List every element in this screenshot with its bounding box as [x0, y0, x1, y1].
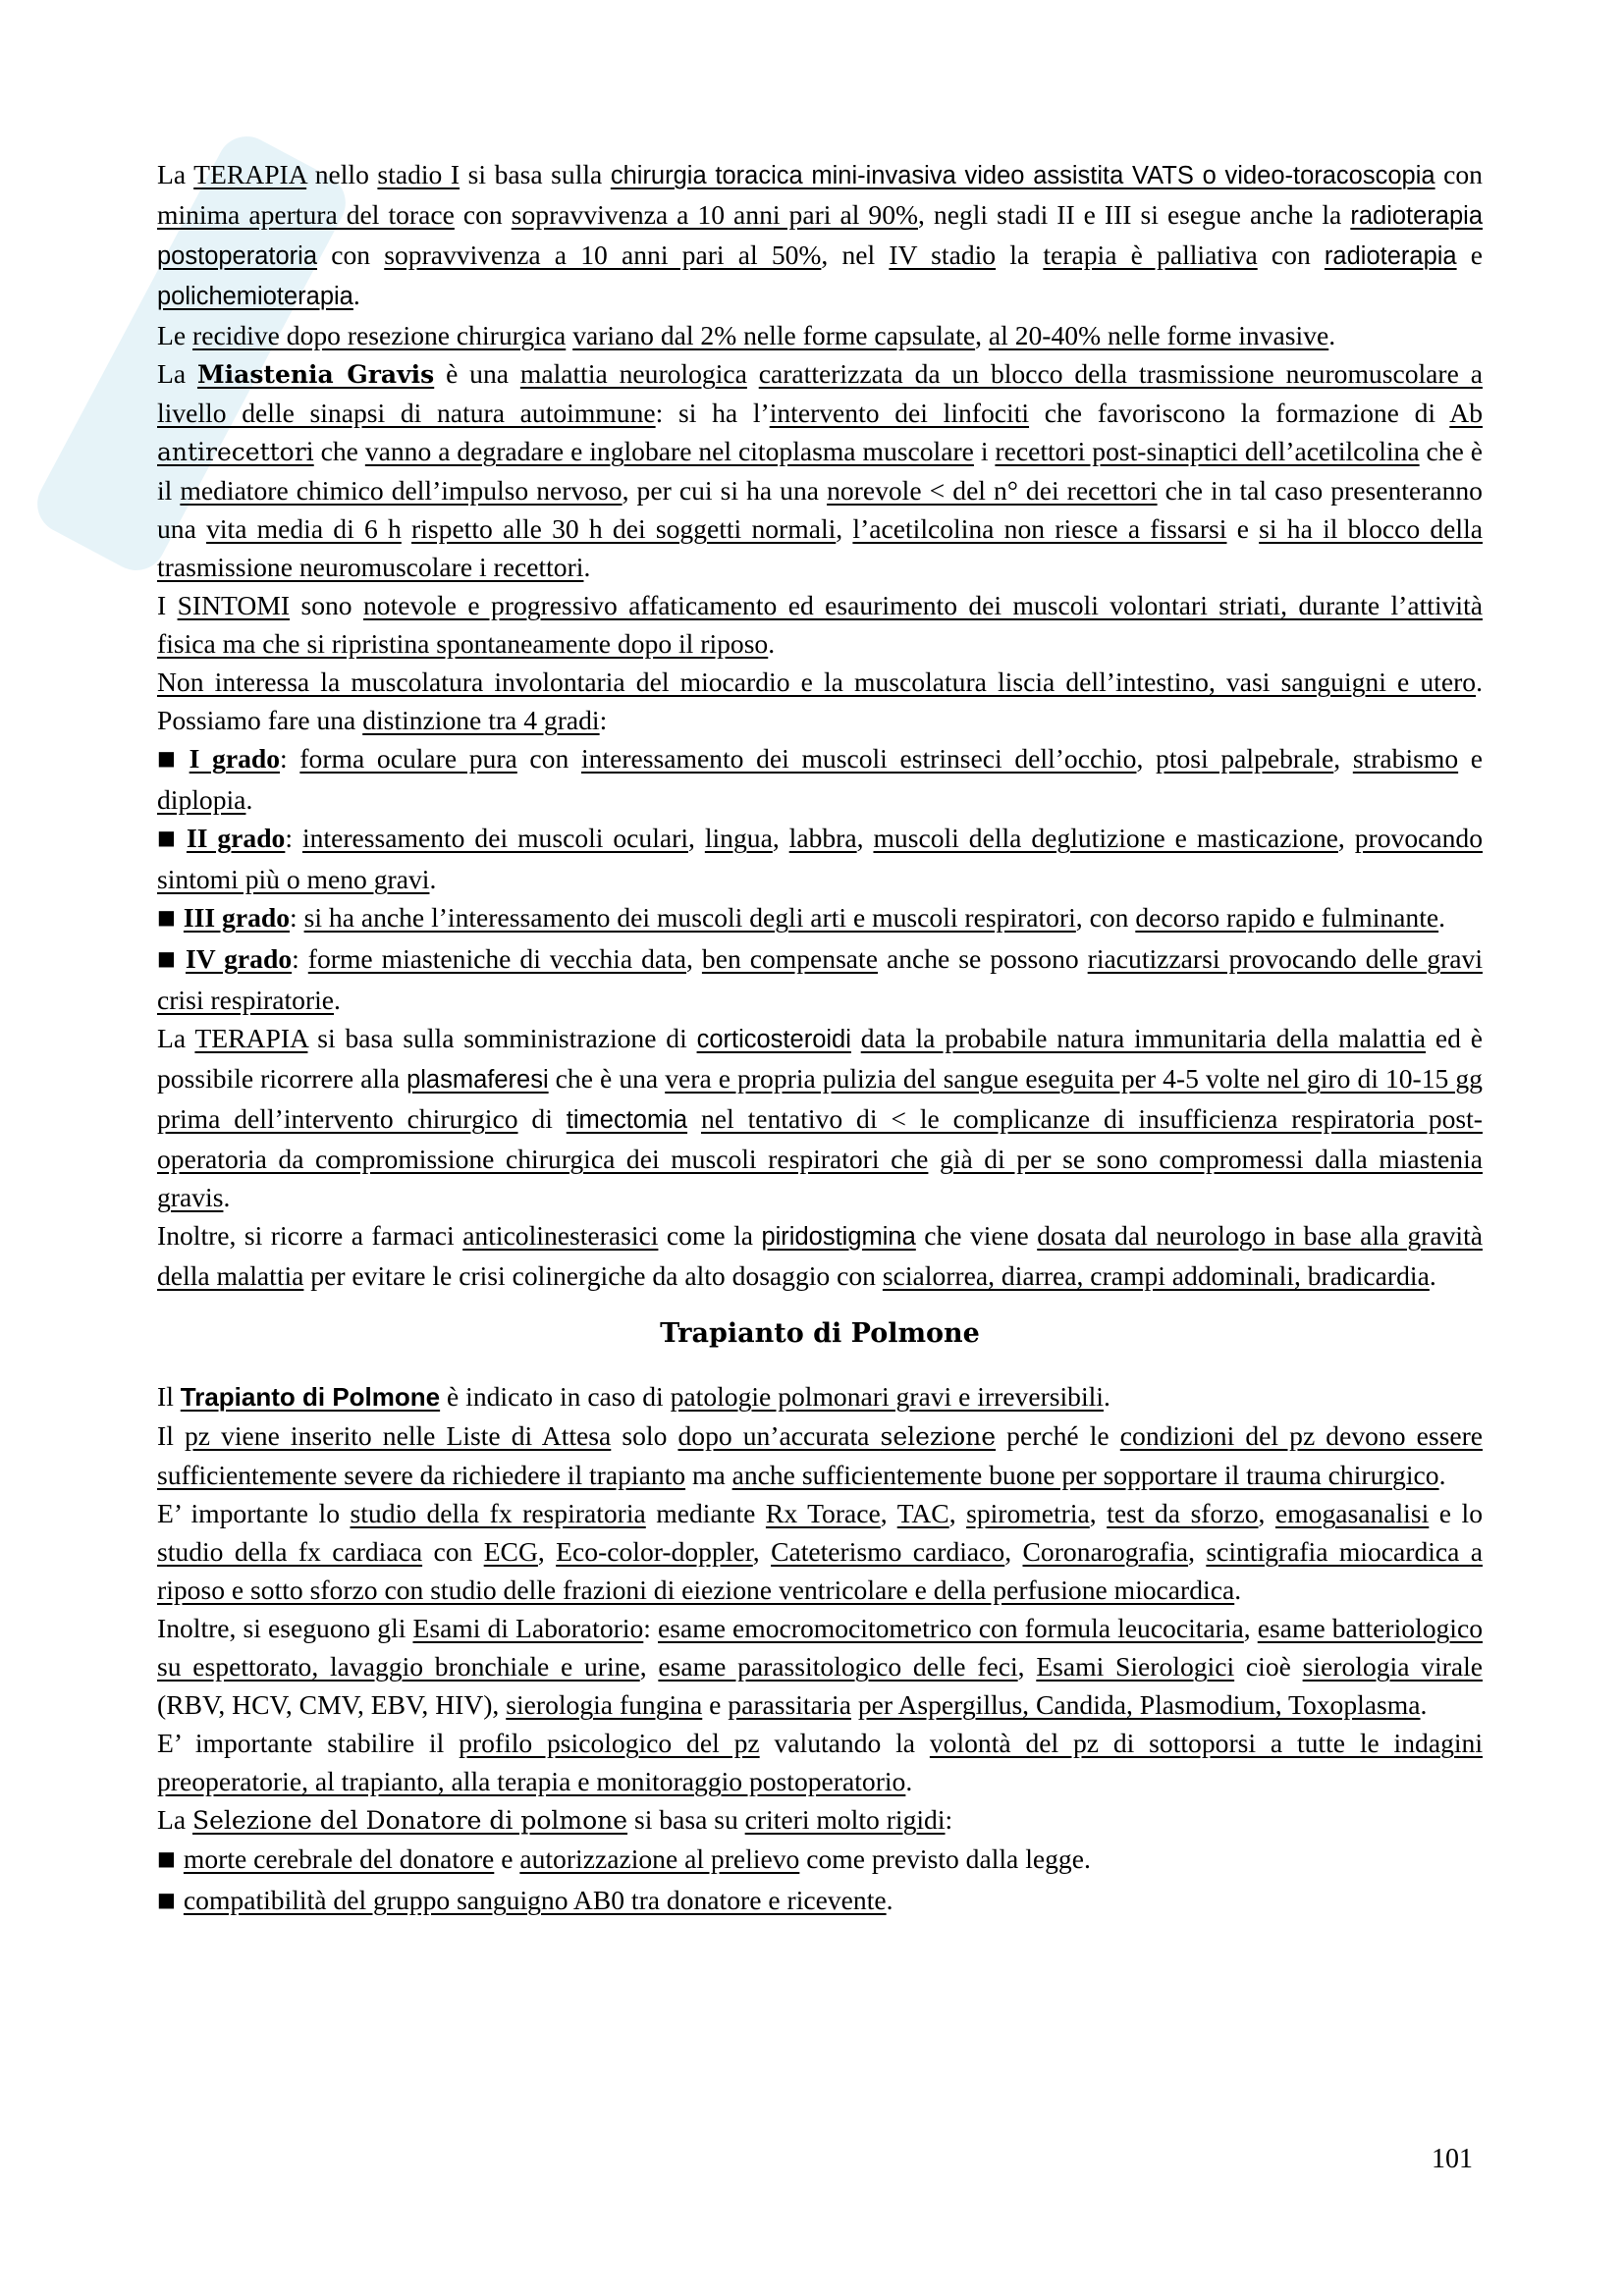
bullet-icon: ■ — [157, 746, 182, 770]
paragraph-terapia-stadi: La TERAPIA nello stadio I si basa sulla chirurgia toracica mini-invasiva video assistita VATS o video-toracoscopia con minima apertura del torace con sopravvivenza a 10 anni pari al 90%, negli stadi II e III si esegue anche la radioterapia postoperatoria con sopravvivenza a 10 anni pari al 50%, nel IV stadio la terapia è palliativa con radioterapia e polichemioterapia. — [157, 159, 1484, 310]
grade-item-3: ■ III grado: si ha anche l’interessamento dei muscoli degli arti e muscoli respiratori, con decorso rapido e fulminante. — [157, 902, 1446, 933]
paragraph-liste-attesa: Il pz viene inserito nelle Liste di Attesa solo dopo un’accurata selezione perché le condizioni del pz devono essere sufficientemente severe da richiedere il trapianto ma anche sufficientemente buone per sopportare il trauma chirurgico. — [157, 1420, 1484, 1490]
bullet-icon: ■ — [157, 905, 176, 929]
paragraph-farmaci: Inoltre, si ricorre a farmaci anticolinesterasici come la piridostigmina che viene dosata dal neurologo in base alla gravità della malattia per evitare le crisi colinergiche da alto dosaggio con scialorrea, diarrea, crampi addominali, bradicardia. — [157, 1220, 1483, 1291]
paragraph-esami-laboratorio: Inoltre, si eseguono gli Esami di Laboratorio: esame emocromocitometrico con formula leucocitaria, esame batteriologico su espettorato, lavaggio bronchiale e urine, esame parassitologico delle feci, Esami Sierologici cioè sierologia virale (RBV, HCV, CMV, EBV, HIV), sierologia fungina e parassitaria per Aspergillus, Candida, Plasmodium, Toxoplasma. — [157, 1613, 1484, 1720]
paragraph-terapia-miastenia: La TERAPIA si basa sulla somministrazione di corticosteroidi data la probabile natura immunitaria della malattia ed è possibile ricorrere alla plasmaferesi che è una vera e propria pulizia del sangue eseguita per 4-5 volte nel giro di 10-15 gg prima dell’intervento chirurgico di timectomia nel tentativo di < le complicanze di insufficienza respiratoria post-operatoria da compromissione chirurgica dei muscoli respiratori che già di per se sono compromessi dalla miastenia gravis. — [157, 1023, 1484, 1212]
grade-item-1: ■ I grado: forma oculare pura con interessamento dei muscoli estrinseci dell’occhio, ptosi palpebrale, strabismo e diplopia. — [157, 743, 1484, 815]
grade-item-2: ■ II grado: interessamento dei muscoli oculari, lingua, labbra, muscoli della deglutizione e masticazione, provocando sintomi più o meno gravi. — [157, 823, 1484, 894]
paragraph-selezione-donatore: La Selezione del Donatore di polmone si basa su criteri molto rigidi: — [157, 1804, 953, 1835]
section-title: Trapianto di Polmone — [660, 1318, 980, 1349]
paragraph-sintomi: I SINTOMI sono notevole e progressivo affaticamento ed esaurimento dei muscoli volontari striati, durante l’attività fisica ma che si ripristina spontaneamente dopo il riposo. — [157, 590, 1483, 659]
bullet-icon: ■ — [157, 1888, 176, 1911]
bullet-icon: ■ — [157, 1846, 176, 1870]
paragraph-profilo-psicologico: E’ importante stabilire il profilo psicologico del pz valutando la volontà del pz di sottoporsi a tutte le indagini preoperatorie, al trapianto, alla terapia e monitoraggio postoperatorio. — [157, 1728, 1483, 1796]
document-page — [157, 155, 1483, 1922]
paragraph-recidive: Le recidive dopo resezione chirurgica variano dal 2% nelle forme capsulate, al 20-40% nelle forme invasive. — [157, 320, 1336, 350]
page-number: 101 — [1432, 2144, 1473, 2174]
bullet-icon: ■ — [157, 826, 179, 849]
paragraph-muscolatura: Non interessa la muscolatura involontaria del miocardio e la muscolatura liscia dell’intestino, vasi sanguigni e utero. Possiamo fare una distinzione tra 4 gradi: — [157, 667, 1483, 735]
paragraph-miastenia: La Miastenia Gravis è una malattia neurologica caratterizzata da un blocco della trasmissione neuromuscolare a livello delle sinapsi di natura autoimmune: si ha l’intervento dei linfociti che favoriscono la formazione di Ab antirecettori che vanno a degradare e inglobare nel citoplasma muscolare i recettori post-sinaptici dell’acetilcolina che è il mediatore chimico dell’impulso nervoso, per cui si ha una norevole < del n° dei recettori che in tal caso presenteranno una vita media di 6 h rispetto alle 30 h dei soggetti normali, l’acetilcolina non riesce a fissarsi e si ha il blocco della trasmissione neuromuscolare i recettori. — [157, 358, 1484, 582]
paragraph-trapianto-intro: Il Trapianto di Polmone è indicato in caso di patologie polmonari gravi e irreversibili. — [157, 1381, 1110, 1412]
donor-criterion-1: ■ morte cerebrale del donatore e autorizzazione al prelievo come previsto dalla legge. — [157, 1843, 1091, 1874]
paragraph-studio-fx: E’ importante lo studio della fx respiratoria mediante Rx Torace, TAC, spirometria, test da sforzo, emogasanalisi e lo studio della fx cardiaca con ECG, Eco-color-doppler, Cateterismo cardiaco, Coronarografia, scintigrafia miocardica a riposo e sotto sforzo con studio delle frazioni di eiezione ventricolare e della perfusione miocardica. — [157, 1498, 1484, 1605]
donor-criterion-2: ■ compatibilità del gruppo sanguigno AB0 tra donatore e ricevente. — [157, 1885, 893, 1915]
bullet-icon: ■ — [157, 946, 178, 970]
grade-item-4: ■ IV grado: forme miasteniche di vecchia data, ben compensate anche se possono riacutizzarsi provocando delle gravi crisi respiratorie. — [157, 943, 1483, 1015]
